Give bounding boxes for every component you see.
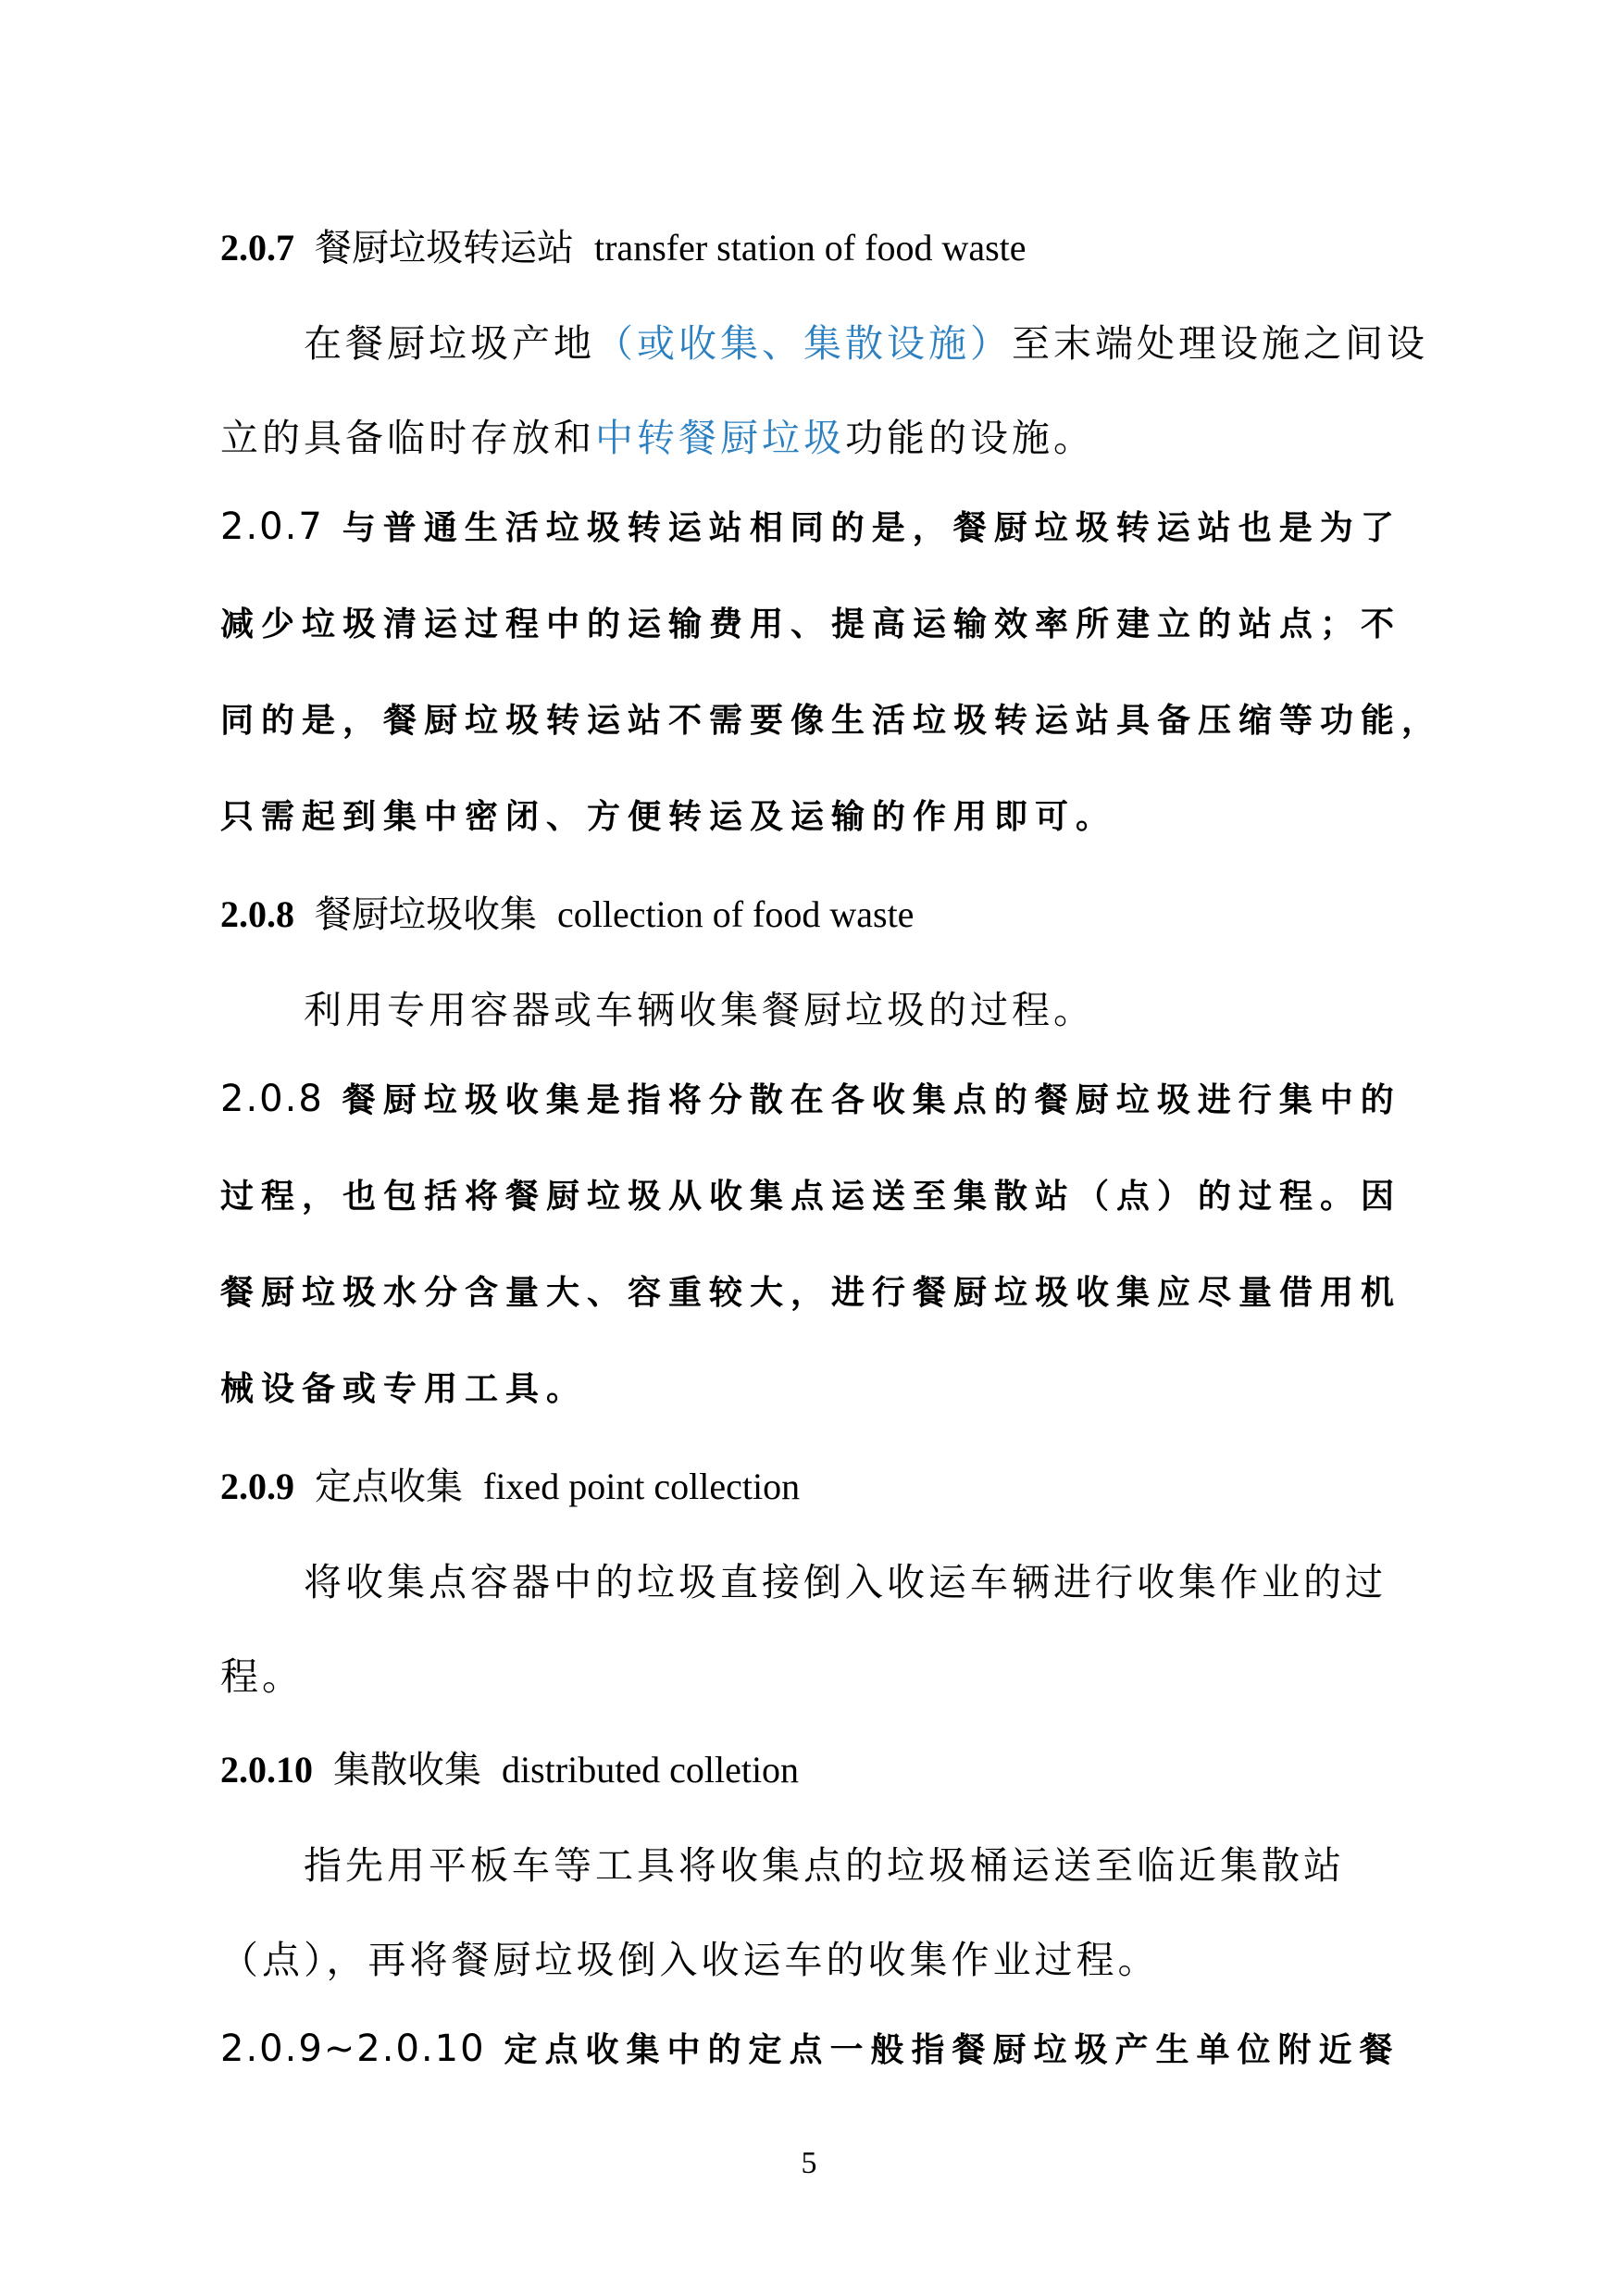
explanation-text: 减少垃圾清运过程中的运输费用、提高运输效率所建立的站点；不 — [220, 605, 1402, 643]
term-english: transfer station of food waste — [594, 227, 1027, 268]
definition-line — [220, 1646, 304, 1701]
term-number: 2.0.9 — [220, 1466, 294, 1507]
explanation-line — [220, 791, 1116, 838]
term-chinese: 集散收集 — [333, 1749, 481, 1791]
definition-text: （点），再将餐厨垃圾倒入收运车的收集作业过程。 — [220, 1938, 1160, 1982]
term-heading-2-0-10 — [220, 1741, 799, 1793]
explanation-line — [220, 1267, 1401, 1314]
explanation-number: 2.0.9~2.0.10 — [220, 2028, 486, 2070]
definition-line — [220, 407, 1095, 462]
explanation-line — [220, 598, 1401, 645]
explanation-text: 只需起到集中密闭、方便转运及运输的作用即可。 — [220, 798, 1117, 836]
definition-text: 功能的设施。 — [845, 416, 1095, 460]
definition-text: 将收集点容器中的垃圾直接倒入收运车辆进行收集作业的过 — [304, 1560, 1387, 1604]
explanation-text: 定点收集中的定点一般指餐厨垃圾产生单位附近餐 — [504, 2031, 1400, 2069]
page-number: 5 — [801, 2146, 817, 2180]
definition-text: 立的具备临时存放和 — [220, 416, 595, 460]
explanation-line — [220, 1363, 587, 1410]
term-number: 2.0.8 — [220, 893, 294, 935]
definition-line — [304, 313, 1428, 368]
definition-text: 程。 — [220, 1654, 304, 1699]
explanation-line — [220, 694, 1442, 742]
explanation-text: 过程，也包括将餐厨垃圾从收集点运送至集散站（点）的过程。因 — [220, 1178, 1402, 1216]
explanation-line — [220, 502, 1401, 549]
explanation-line — [220, 1074, 1401, 1121]
term-english: fixed point collection — [483, 1466, 801, 1507]
term-chinese: 定点收集 — [315, 1466, 463, 1507]
term-chinese: 餐厨垃圾转运站 — [315, 227, 574, 268]
definition-text: 利用专用容器或车辆收集餐厨垃圾的过程。 — [304, 988, 1095, 1032]
highlighted-text: （或收集、集散设施） — [595, 321, 1012, 366]
term-number: 2.0.10 — [220, 1749, 313, 1791]
term-heading-2-0-7 — [220, 218, 1027, 271]
term-number: 2.0.7 — [220, 227, 294, 268]
term-english: distributed colletion — [502, 1749, 800, 1791]
definition-text: 指先用平板车等工具将收集点的垃圾桶运送至临近集散站 — [304, 1843, 1345, 1888]
term-heading-2-0-9 — [220, 1457, 800, 1510]
term-chinese: 餐厨垃圾收集 — [315, 893, 537, 935]
definition-line — [304, 1552, 1387, 1606]
explanation-text: 械设备或专用工具。 — [220, 1370, 588, 1408]
definition-text: 在餐厨垃圾产地 — [304, 321, 595, 366]
explanation-text: 餐厨垃圾水分含量大、容重较大，进行餐厨垃圾收集应尽量借用机 — [220, 1274, 1402, 1312]
explanation-text: 同的是，餐厨垃圾转运站不需要像生活垃圾转运站具备压缩等功能， — [220, 702, 1443, 740]
definition-line — [304, 1835, 1345, 1890]
explanation-number: 2.0.8 — [220, 1078, 324, 1120]
definition-text: 至末端处理设施之间设 — [1012, 321, 1428, 366]
term-heading-2-0-8 — [220, 885, 914, 938]
explanation-text: 餐厨垃圾收集是指将分散在各收集点的餐厨垃圾进行集中的 — [342, 1081, 1401, 1119]
explanation-text: 与普通生活垃圾转运站相同的是，餐厨垃圾转运站也是为了 — [342, 509, 1401, 547]
definition-line — [220, 1929, 1160, 1984]
explanation-number: 2.0.7 — [220, 505, 324, 548]
explanation-line — [220, 2024, 1400, 2071]
explanation-line — [220, 1170, 1401, 1217]
definition-line — [304, 980, 1095, 1034]
highlighted-text: 中转餐厨垃圾 — [595, 416, 845, 460]
term-english: collection of food waste — [557, 893, 915, 935]
